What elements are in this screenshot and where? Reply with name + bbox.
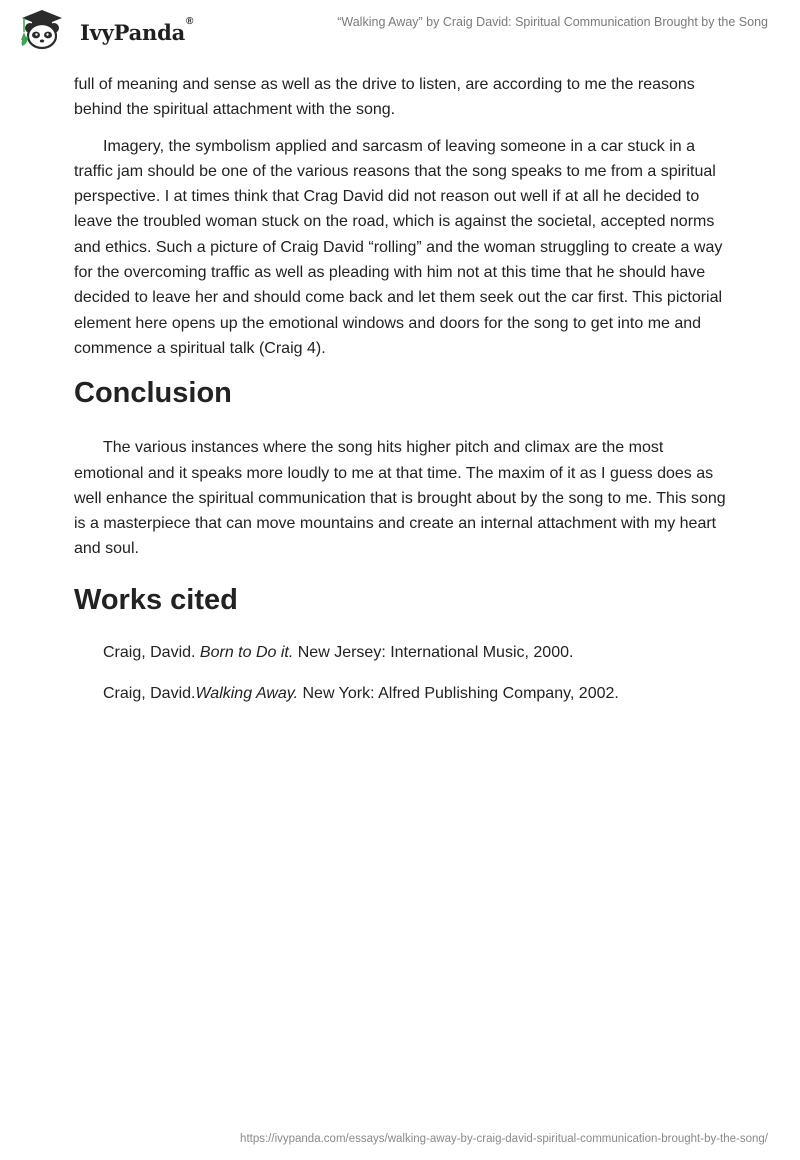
citation-publisher: New York: Alfred Publishing Company, 2002.	[298, 684, 619, 702]
citation-author: Craig, David.	[103, 643, 200, 661]
citation-title: Walking Away.	[195, 684, 299, 702]
ivypanda-logo[interactable]	[14, 8, 193, 52]
running-title: “Walking Away” by Craig David: Spiritual Communication Brought by the Song	[337, 15, 768, 29]
heading-works-cited: Works cited	[74, 583, 238, 616]
registered-mark: ®	[186, 15, 194, 27]
citation-publisher: New Jersey: International Music, 2000.	[293, 643, 574, 661]
citation-author: Craig, David.	[103, 684, 196, 702]
paragraph-conclusion: The various instances where the song hits higher pitch and climax are the most emotional and it speaks more loudly to me at that time. The maxim of it as I guess does as well enhance the spiritual communication that is brought about by the song to me. This song is a masterpiece that can move mountains and create an internal attachment with my heart and soul.	[74, 439, 726, 558]
logo-wordmark	[80, 15, 194, 45]
citation-title: Born to Do it.	[199, 643, 294, 661]
paragraph-imagery: Imagery, the symbolism applied and sarcasm of leaving someone in a car stuck in a traffic jam should be one of the various reasons that the song speaks to me from a spiritual perspective. I at times think that Crag David did not reason out well if at all he decided to leave the troubled woman stuck on the road, which is against the societal, accepted norms and ethics. Such a picture of Craig David “rolling” and the woman struggling to create a way for the overcoming traffic as well as pleading with him not at this time that he should have decided to leave her and should come back and let them seek out the car first. This pictorial element here opens up the emotional windows and doors for the song to get into me and commence a spiritual talk (Craig 4).	[74, 137, 723, 357]
panda-graduate-icon	[14, 8, 74, 52]
page-header	[0, 0, 800, 70]
source-url-link[interactable]: https://ivypanda.com/essays/walking-away-by-craig-david-spiritual-communication-brought-by-the-song/	[240, 1133, 768, 1145]
heading-conclusion: Conclusion	[74, 377, 232, 410]
paragraph-continued: full of meaning and sense as well as the drive to listen, are according to me the reasons behind the spiritual attachment with the song.	[74, 76, 695, 119]
citation-item	[103, 640, 734, 665]
citation-item	[103, 681, 734, 706]
essay-content	[74, 72, 734, 722]
logo-text: IvyPanda	[80, 19, 186, 45]
